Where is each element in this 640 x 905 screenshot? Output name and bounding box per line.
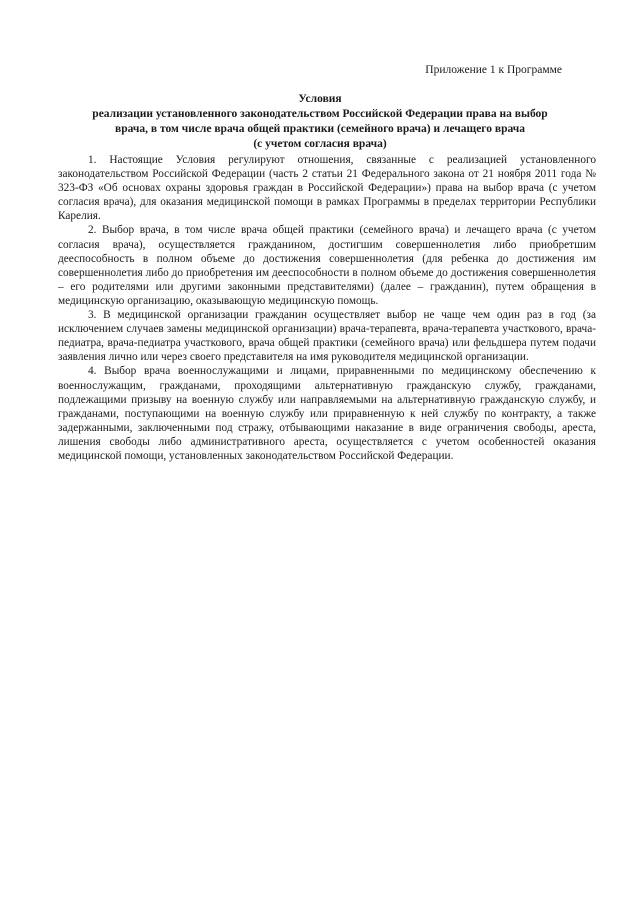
paragraph-1: 1. Настоящие Условия регулируют отношения, связанные с реализацией установленного законодательством Российской Федерации (часть 2 статьи 21 Федерального закона от 21 ноября 2011 года № 323-ФЗ «Об основах охраны здоровья граждан в Российской Федерации») права на выбор врача (с учетом согласия врача), для оказания медицинской помощи в рамках Программы в пределах территории Республики Карелия. bbox=[58, 154, 596, 223]
title-line: врача, в том числе врача общей практики (семейного врача) и лечащего врача bbox=[115, 123, 525, 135]
appendix-note: Приложение 1 к Программе bbox=[425, 64, 562, 76]
document-body bbox=[58, 153, 596, 463]
title-line: (с учетом согласия врача) bbox=[253, 138, 387, 150]
document-title bbox=[60, 92, 580, 152]
paragraph-2: 2. Выбор врача, в том числе врача общей практики (семейного врача) и лечащего врача (с учетом согласия врача), осуществляется гражданином, достигшим совершеннолетия либо приобретшим дееспособность в полном объеме до достижения совершеннолетия (для ребенка до достижения им совершеннолетия либо до приобретения им дееспособности в полном объеме до достижения совершеннолетия – его родителями или другими законными представителями) (далее – гражданин), путем обращения в медицинскую организацию, оказывающую медицинскую помощь. bbox=[58, 224, 596, 307]
title-line: Условия bbox=[298, 93, 342, 105]
paragraph-3: 3. В медицинской организации гражданин осуществляет выбор не чаще чем один раз в год (за исключением случаев замены медицинской организации) врача-терапевта, врача-терапевта участкового, врача-педиатра, врача-педиатра участкового, врача общей практики (семейного врача) или фельдшера путем подачи заявления лично или через своего представителя на имя руководителя медицинской организации. bbox=[58, 309, 596, 364]
title-line: реализации установленного законодательством Российской Федерации права на выбор bbox=[92, 108, 548, 120]
paragraph-4: 4. Выбор врача военнослужащими и лицами, приравненными по медицинскому обеспечению к военнослужащим, гражданами, проходящими альтернативную гражданскую службу, гражданами, подлежащими призыву на военную службу или направляемыми на альтернативную гражданскую службу, и гражданами, поступающими на военную службу или приравненную к ней службу по контракту, а также задержанными, заключенными под стражу, отбывающими наказание в виде ограничения свободы, ареста, лишения свободы либо административного ареста, осуществляется с учетом особенностей оказания медицинской помощи, установленных законодательством Российской Федерации. bbox=[58, 365, 596, 462]
